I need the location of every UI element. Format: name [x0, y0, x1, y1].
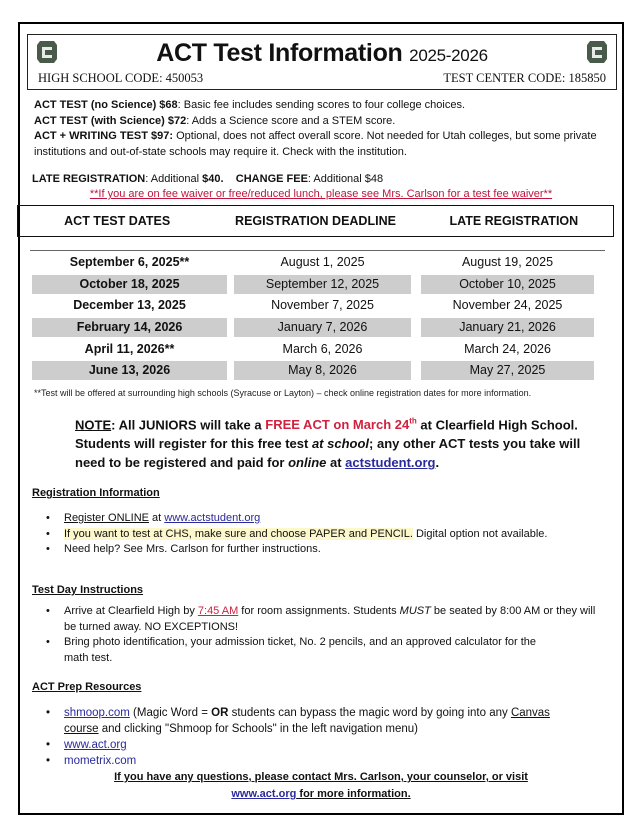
- registration-list: [32, 511, 612, 558]
- free-act-highlight: FREE ACT on March 24th: [265, 417, 417, 433]
- list-item: [32, 737, 562, 753]
- registration-heading: Registration Information: [32, 487, 160, 499]
- column-header: REGISTRATION DEADLINE: [235, 214, 396, 228]
- dates-table-header: [17, 205, 614, 237]
- test-day-list: [32, 604, 602, 666]
- prep-heading: ACT Prep Resources: [32, 681, 142, 693]
- table-row: June 13, 2026 May 8, 2026 May 27, 2025: [32, 360, 607, 382]
- late-fee-line: LATE REGISTRATION: Additional $40. CHANGE FEE: Additional $48: [32, 173, 384, 185]
- fee-list: [34, 98, 614, 160]
- dates-table-body: [32, 252, 607, 382]
- list-item: • If you want to test at CHS, make sure and choose PAPER and PENCIL. Digital option not available.: [32, 527, 612, 543]
- table-row: February 14, 2026 January 7, 2026 January 21, 2026: [32, 317, 607, 339]
- header-box: [27, 34, 617, 90]
- test-center-code: TEST CENTER CODE: 185850: [443, 71, 606, 85]
- shmoop-link[interactable]: shmoop.com: [64, 707, 130, 719]
- table-row: December 13, 2025 November 7, 2025 November 24, 2025: [73, 298, 563, 313]
- document-page: [18, 22, 624, 815]
- column-header: ACT TEST DATES: [64, 214, 171, 228]
- actstudent-www-link[interactable]: www.actstudent.org: [164, 512, 261, 524]
- list-item: • Bring photo identification, your admission ticket, No. 2 pencils, and an approved calculator for the math test.: [32, 635, 602, 666]
- list-item: • Arrive at Clearfield High by 7:45 AM for room assignments. Students MUST be seated by 8:00 AM or they will be turned away. NO EXCEPTIONS!: [32, 604, 602, 635]
- test-day-heading: Test Day Instructions: [32, 584, 144, 596]
- prep-list: [32, 705, 562, 769]
- high-school-code: HIGH SCHOOL CODE: 450053: [38, 71, 204, 85]
- act-org-link[interactable]: www.act.org: [64, 739, 127, 751]
- fee-item: ACT TEST (no Science) $68: Basic fee includes sending scores to four college choices.: [34, 99, 466, 111]
- list-item: • Register ONLINE at www.actstudent.org: [32, 511, 612, 527]
- table-row: April 11, 2026** March 6, 2026 March 24, 2026: [84, 341, 551, 356]
- juniors-note: NOTE: All JUNIORS will take a FREE ACT on March 24th at Clearfield High School. Students will register for this free test at school; any other ACT tests you take will need to be registered and paid for online at actstudent.org.: [75, 417, 581, 471]
- mometrix-link[interactable]: mometrix.com: [64, 755, 137, 767]
- fee-waiver-notice: **If you are on fee waiver or free/reduced lunch, please see Mrs. Carlson for a test fee waiver**: [89, 188, 553, 200]
- table-footnote: **Test will be offered at surrounding high schools (Syracuse or Layton) – check online registration dates for more information.: [34, 388, 532, 398]
- column-header: LATE REGISTRATION: [449, 214, 579, 228]
- contact-footer: If you have any questions, please contact Mrs. Carlson, your counselor, or visit www.act.org for more information.: [114, 771, 528, 800]
- list-item: [32, 753, 562, 769]
- fee-item: ACT + WRITING TEST $97: Optional, does not affect overall score. Not needed for Utah colleges, but some private institutions and out-of-state schools may require it. Check with the institution.: [34, 130, 597, 158]
- page-title: ACT Test Information 2025-2026: [156, 39, 488, 67]
- table-row: October 18, 2025 September 12, 2025 October 10, 2025: [32, 274, 607, 296]
- list-item: • shmoop.com (Magic Word = OR students can bypass the magic word by going into any Canvas course and clicking "Shmoop for Schools" in the left navigation menu): [32, 705, 562, 737]
- table-divider: [30, 250, 605, 251]
- actstudent-link[interactable]: actstudent.org: [345, 455, 436, 471]
- list-item: • Need help? See Mrs. Carlson for further instructions.: [32, 542, 612, 558]
- fee-item: ACT TEST (with Science) $72: Adds a Science score and a STEM score.: [34, 114, 396, 127]
- act-org-footer-link[interactable]: www.act.org: [231, 788, 297, 800]
- table-row: September 6, 2025** August 1, 2025 August 19, 2025: [69, 255, 554, 270]
- school-logo-icon: [586, 39, 608, 65]
